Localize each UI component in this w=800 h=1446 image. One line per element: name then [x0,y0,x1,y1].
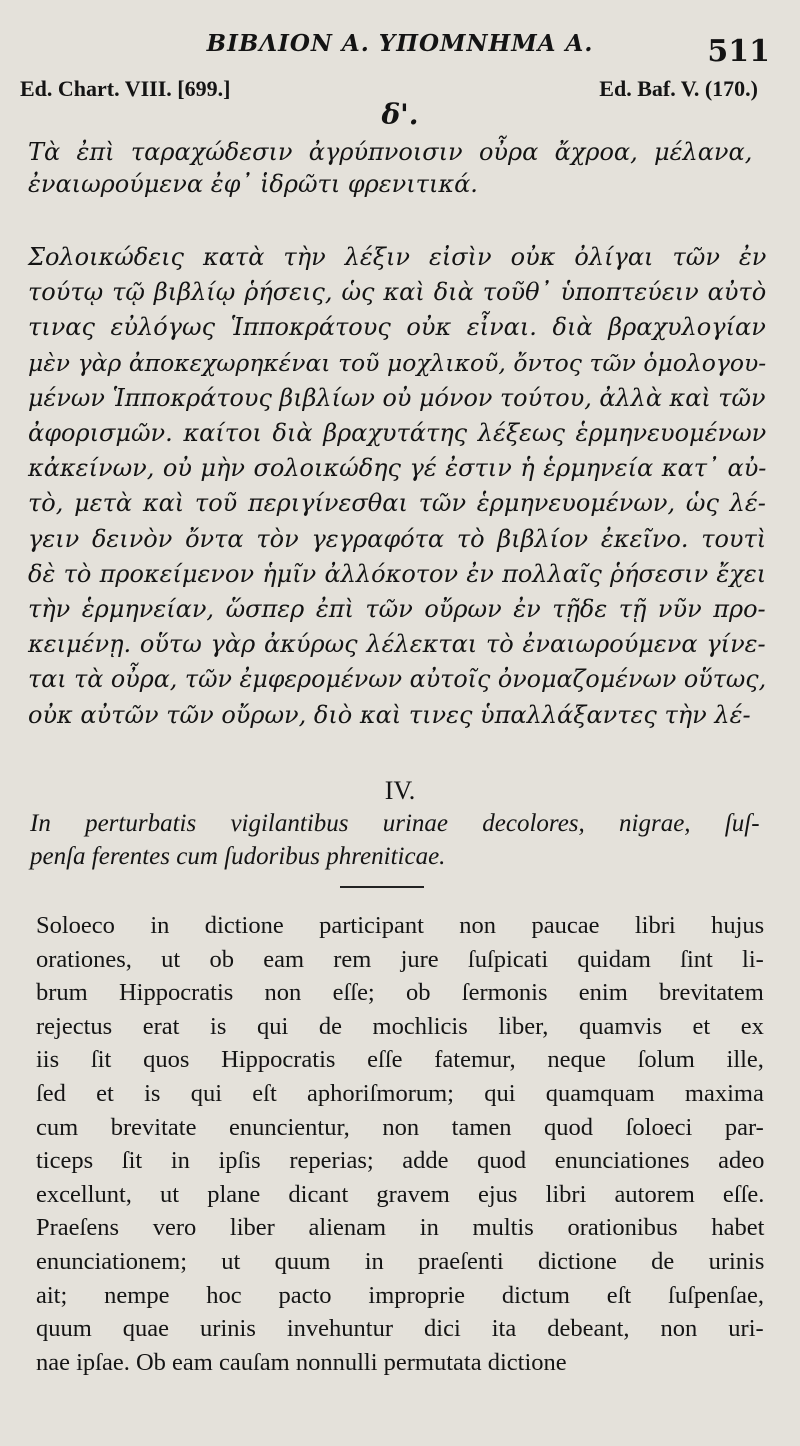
greek-commentary-line: τινας εὐλόγως Ἱπποκράτους οὐκ εἶναι. διὰ βραχυλογίαν [28,313,766,342]
latin-aphorism-number: IV. [384,776,416,805]
greek-commentary-line: κειμένῃ. οὕτω γὰρ ἀκύρως λέλεκται τὸ ἐναιωρούμενα γίνε- [28,630,766,659]
edition-reference-left: Ed. Chart. VIII. [699.] [20,76,231,101]
latin-commentary-line: ait; nempe hoc pacto improprie dictum eſt ſuſpenſae, [36,1281,764,1309]
greek-aphorism-number: δ'. [381,98,419,131]
edition-reference-right: Ed. Baf. V. (170.) [599,76,758,101]
latin-commentary-line: nae ipſae. Ob eam cauſam nonnulli permutata dictione [36,1348,567,1376]
latin-commentary-line: Praeſens vero liber alienam in multis orationibus habet [36,1214,765,1242]
greek-commentary-line: τὴν ἑρμηνείαν, ὥσπερ ἐπὶ τῶν οὔρων ἐν τῇδε τῇ νῦν προ- [28,595,766,623]
greek-commentary-line: κἀκείνων, οὐ μὴν σολοικώδης γέ ἐστιν ἡ ἑρμηνεία κατ᾽ αὐ- [28,454,767,483]
latin-commentary-line: quum quae urinis invehuntur dici ita debeant, non uri- [36,1315,764,1343]
greek-commentary-line: τούτῳ τῷ βιβλίῳ ῥήσεις, ὡς καὶ διὰ τοῦθ᾽ ὑποπτεύειν αὐτὸ [28,278,767,307]
latin-commentary-line: ticeps ſit in ipſis reperias; adde quod enunciationes adeo [36,1147,765,1175]
latin-commentary-line: ſed et is qui eſt aphoriſmorum; qui quamquam maxima [36,1080,764,1107]
running-head: ΒΙΒΛΙΟΝ Α. ΥΠΟΜΝΗΜΑ Α. [206,30,594,57]
latin-aphorism-line: In perturbatis vigilantibus urinae decolores, nigrae, ſuſ- [30,810,760,837]
latin-aphorism-line: penſa ferentes cum ſudoribus phreniticae. [30,843,446,870]
greek-commentary-line: ται τὰ οὖρα, τῶν ἐμφερομένων αὐτοῖς ὀνομαζομένων οὕτως, [28,665,767,694]
latin-commentary-line: brum Hippocratis non eſſe; ob ſermonis enim brevitatem [36,979,764,1007]
greek-commentary-line: μένων Ἱπποκράτους βιβλίων οὐ μόνον τούτου, ἀλλὰ καὶ τῶν [28,383,766,412]
greek-commentary-line: τὸ, μετὰ καὶ τοῦ περιγίνεσθαι τῶν ἑρμηνευομένων, ὡς λέ- [28,489,766,518]
greek-commentary-line: ἀφορισμῶν. καίτοι διὰ βραχυτάτης λέξεως ἑρμηνευομένων [28,419,767,447]
latin-commentary-line: enunciationem; ut quum in praeſenti dictione de urinis [36,1248,765,1275]
greek-commentary-line: μὲν γὰρ ἀποκεχωρηκέναι τοῦ μοχλικοῦ, ὄντος τῶν ὁμολογου- [28,348,767,377]
latin-commentary-line: iis ſit quos Hippocratis eſſe fatemur, neque ſolum ille, [36,1046,764,1074]
latin-commentary-line: Soloeco in dictione participant non paucae libri hujus [36,912,765,939]
latin-commentary-line: excellunt, ut plane dicant gravem ejus libri autorem eſſe. [36,1180,765,1208]
greek-aphorism-line: Τὰ ἐπὶ ταραχώδεσιν ἀγρύπνοισιν οὖρα ἄχροα, μέλανα, [28,138,753,166]
latin-commentary-line: rejectus erat is qui de mochlicis liber, quamvis et ex [36,1012,764,1040]
greek-commentary-line: γειν δεινὸν ὄντα τὸν γεγραφότα τὸ βιβλίον ἐκεῖνο. τουτὶ [28,524,767,553]
latin-commentary-line: cum brevitate enuncientur, non tamen quod ſoloeci par- [36,1113,764,1141]
greek-aphorism-line: ἐναιωρούμενα ἐφ᾽ ἱδρῶτι φρενιτικά. [28,170,478,198]
greek-commentary-line: δὲ τὸ προκείμενον ἡμῖν ἀλλόκοτον ἐν πολλαῖς ῥήσεσιν ἔχει [28,559,767,588]
latin-commentary-line: orationes, ut ob eam rem jure ſuſpicati quidam ſint li- [36,945,764,973]
greek-commentary-line: οὐκ αὐτῶν τῶν οὔρων, διὸ καὶ τινες ὑπαλλάξαντες τὴν λέ- [28,700,751,729]
section-divider [340,886,424,888]
page-number: 511 [707,34,770,69]
greek-commentary-line: Σολοικώδεις κατὰ τὴν λέξιν εἰσὶν οὐκ ὀλίγαι τῶν ἐν [28,243,767,271]
